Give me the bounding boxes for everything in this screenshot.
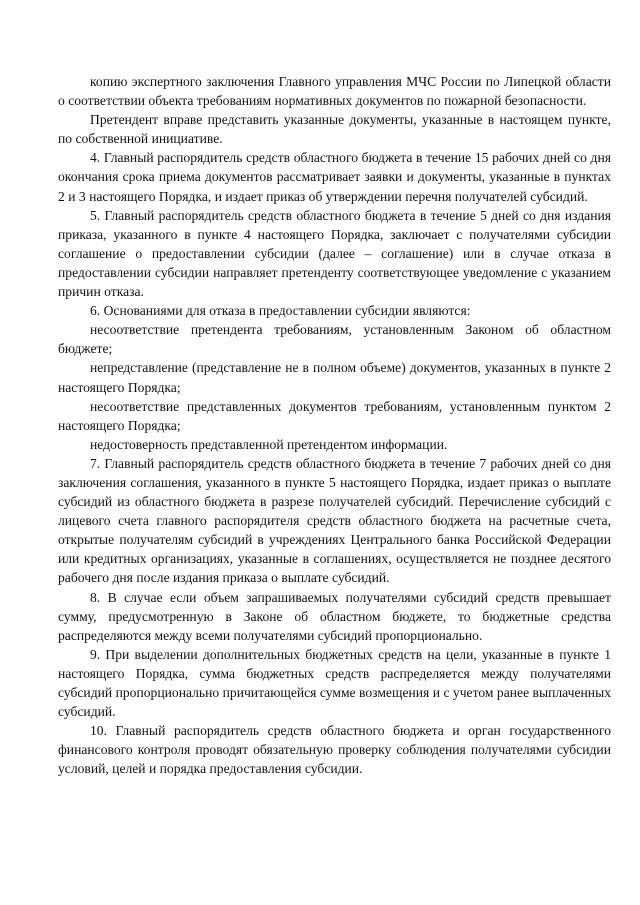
paragraph-item-8: 8. В случае если объем запрашиваемых получателями субсидий средств превышает сумму, предусмотренную в Законе об областном бюджете, то бюджетные средства распределяются между всеми получателями субсидий пропорционально. [58,589,611,643]
paragraph-item-7: 7. Главный распорядитель средств областного бюджета в течение 7 рабочих дней со дня заключения соглашения, указанного в пункте 5 настоящего Порядка, издает приказ о выплате субсидий из областного бюджета в разрезе получателей субсидий. Перечисление субсидий с лицевого счета главного распорядителя средств областного бюджета на расчетные счета, открытые получателям субсидий в учреждениях Центрального банка Российской Федерации или кредитных организациях, указанные в соглашениях, осуществляется не позднее десятого рабочего дня после издания приказа о выплате субсидий. [58,455,611,586]
paragraph-item-5: 5. Главный распорядитель средств областного бюджета в течение 5 дней со дня издания приказа, указанного в пункте 4 настоящего Порядка, заключает с получателями субсидии соглашение о предоставлении субсидии (далее – соглашение) или в случае отказа в предоставлении субсидии направляет претенденту соответствующее уведомление с указанием причин отказа. [58,207,611,300]
paragraph-item-4: 4. Главный распорядитель средств областного бюджета в течение 15 рабочих дней со дня окончания срока приема документов рассматривает заявки и документы, указанные в пунктах 2 и 3 настоящего Порядка, и издает приказ об утверждении перечня получателей субсидий. [58,150,611,204]
paragraph-initiative: Претендент вправе представить указанные документы, указанные в настоящем пункте, по собственной инициативе. [58,112,611,147]
paragraph-item-6: 6. Основаниями для отказа в предоставлении субсидии являются: [90,303,471,319]
paragraph-reason-3: несоответствие представленных документов требованиям, установленным пунктом 2 настоящего Порядка; [58,398,611,433]
paragraph-item-10: 10. Главный распорядитель средств областного бюджета и орган государственного финансового контроля проводят обязательную проверку соблюдения получателями субсидии условий, целей и порядка предоставления субсидии. [58,723,611,777]
paragraph-reason-4: недостоверность представленной претендентом информации. [90,436,448,452]
document-page [58,72,611,778]
paragraph-reason-2: непредставление (представление не в полном объеме) документов, указанных в пункте 2 настоящего Порядка; [58,360,611,395]
paragraph-reason-1: несоответствие претендента требованиям, установленным Законом об областном бюджете; [58,322,611,357]
paragraph-item-9: 9. При выделении дополнительных бюджетных средств на цели, указанные в пункте 1 настоящего Порядка, сумма бюджетных средств распределяется между получателями субсидий пропорционально причитающейся сумме возмещения и с учетом ранее выплаченных субсидий. [58,646,611,720]
paragraph-expert-conclusion: копию экспертного заключения Главного управления МЧС России по Липецкой области о соответствии объекта требованиям нормативных документов по пожарной безопасности. [58,74,611,109]
